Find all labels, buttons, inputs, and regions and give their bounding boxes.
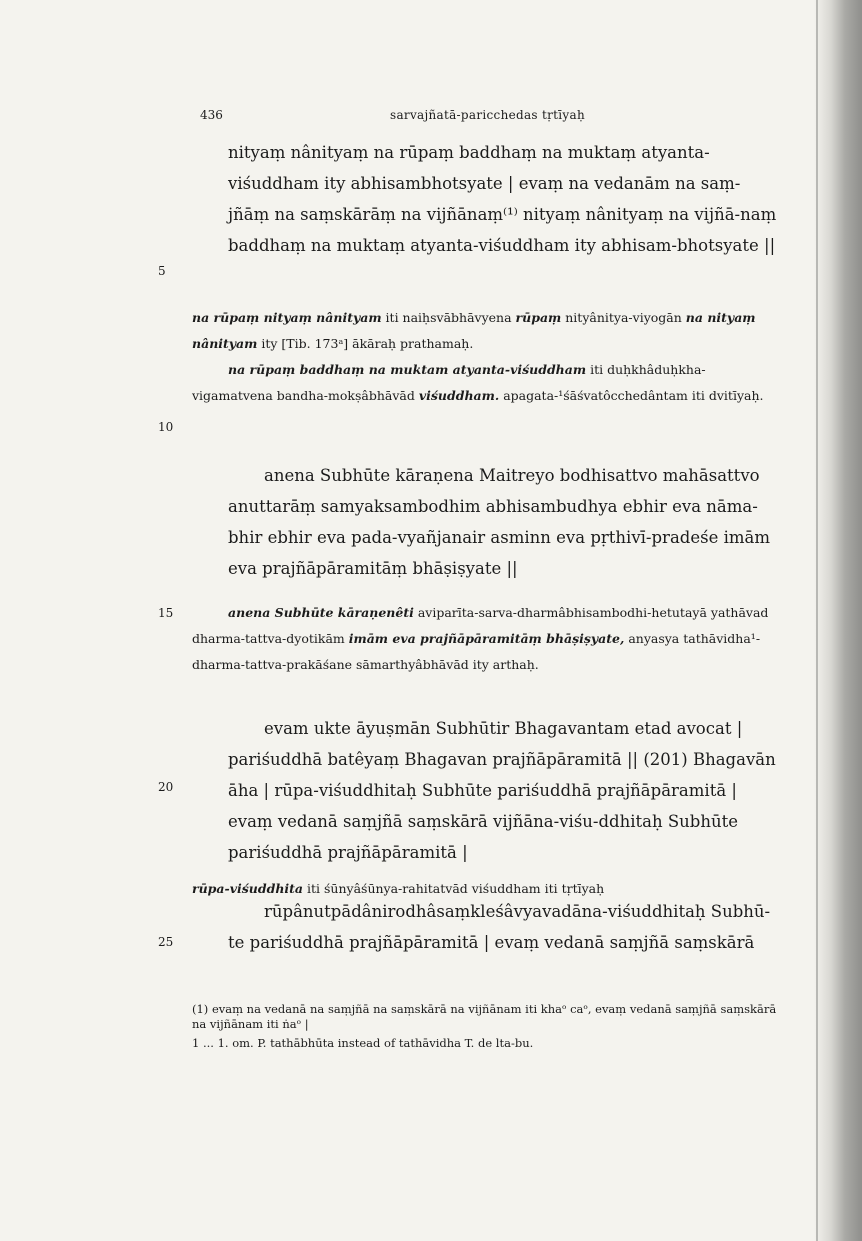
line-number-25: 25: [158, 935, 174, 949]
line-number-5: 5: [158, 264, 166, 278]
main-text-paragraph-1: nityaṃ nânityaṃ na rūpaṃ baddhaṃ na muktaṃ atyanta-viśuddham ity abhisambhotsyate | evaṃ na vedanām na saṃ-jñāṃ na saṃskārāṃ na vijñānaṃ⁽¹⁾ nityaṃ nânityaṃ na vijñā-naṃ baddhaṃ na muktaṃ atyanta-viśuddham ity abhisam-bhotsyate ||: [228, 143, 777, 255]
running-title: sarvajñatā-paricchedas tṛtīyaḥ: [390, 108, 585, 122]
line-number-10: 10: [158, 420, 174, 434]
main-text-paragraph-4: rūpânutpādânirodhâsaṃkleśâvyavadāna-viśuddhitaḥ Subhū-te pariśuddhā prajñāpāramitā | evaṃ vedanā saṃjñā saṃskārā: [228, 902, 771, 952]
line-number-20: 20: [158, 780, 174, 794]
commentary-paragraph-3: rūpa-viśuddhita iti śūnyâśūnya-rahitatvād viśuddham iti tṛtīyaḥ: [192, 881, 605, 896]
footnotes: [192, 1002, 792, 1051]
page-edge-line: [816, 0, 818, 1241]
main-text-paragraph-3: evam ukte āyuṣmān Subhūtir Bhagavantam etad avocat | pariśuddhā batêyaṃ Bhagavan prajñāpāramitā || (201) Bhagavān āha | rūpa-viśuddhitaḥ Subhūte pariśuddhā prajñāpāramitā | evaṃ vedanā saṃjñā saṃskārā vijñāna-viśu-ddhitaḥ Subhūte pariśuddhā prajñāpāramitā |: [228, 719, 776, 862]
commentary-paragraph-2: anena Subhūte kāraṇenêti aviparīta-sarva-dharmâbhisambodhi-hetutayā yathāvad dharma-tattva-dyotikām imām eva prajñāpāramitāṃ bhāṣiṣyate, anyasya tathāvidha¹-dharma-tattva-prakāśane sāmarthyâbhāvād ity arthaḥ.: [192, 605, 769, 672]
line-number-15: 15: [158, 606, 174, 620]
page-header: [0, 108, 862, 128]
footnote-2: 1 ... 1. om. P. tathābhūta instead of tathāvidha T. de lta-bu.: [192, 1036, 534, 1050]
page-number: 436: [200, 108, 223, 122]
footnote-1: (1) evaṃ na vedanā na saṃjñā na saṃskārā na vijñānam iti khaᵒ caᵒ, evaṃ vedanā saṃjñā saṃskārā na vijñānam iti ṅaᵒ |: [192, 1002, 777, 1031]
main-text-paragraph-2: anena Subhūte kāraṇena Maitreyo bodhisattvo mahāsattvo anuttarāṃ samyaksambodhim abhisambudhya ebhir eva nāma-bhir ebhir eva pada-vyañjanair asminn eva pṛthivī-pradeśe imām eva prajñāpāramitāṃ bhāṣiṣyate ||: [228, 466, 770, 578]
commentary-paragraph-1: na rūpaṃ nityaṃ nânityam iti naiḥsvābhāvyena rūpaṃ nityânitya-viyogān na nityaṃ nânityam ity [Tib. 173ᵃ] ākāraḥ prathamaḥ. na rūpaṃ baddhaṃ na muktam atyanta-viśuddham iti duḥkhâduḥkha-vigamatvena bandha-mokṣâbhāvād viśuddham. apagata-¹śāśvatôcchedântam iti dvitīyaḥ.: [192, 310, 764, 403]
page-edge-shadow: [814, 0, 862, 1241]
